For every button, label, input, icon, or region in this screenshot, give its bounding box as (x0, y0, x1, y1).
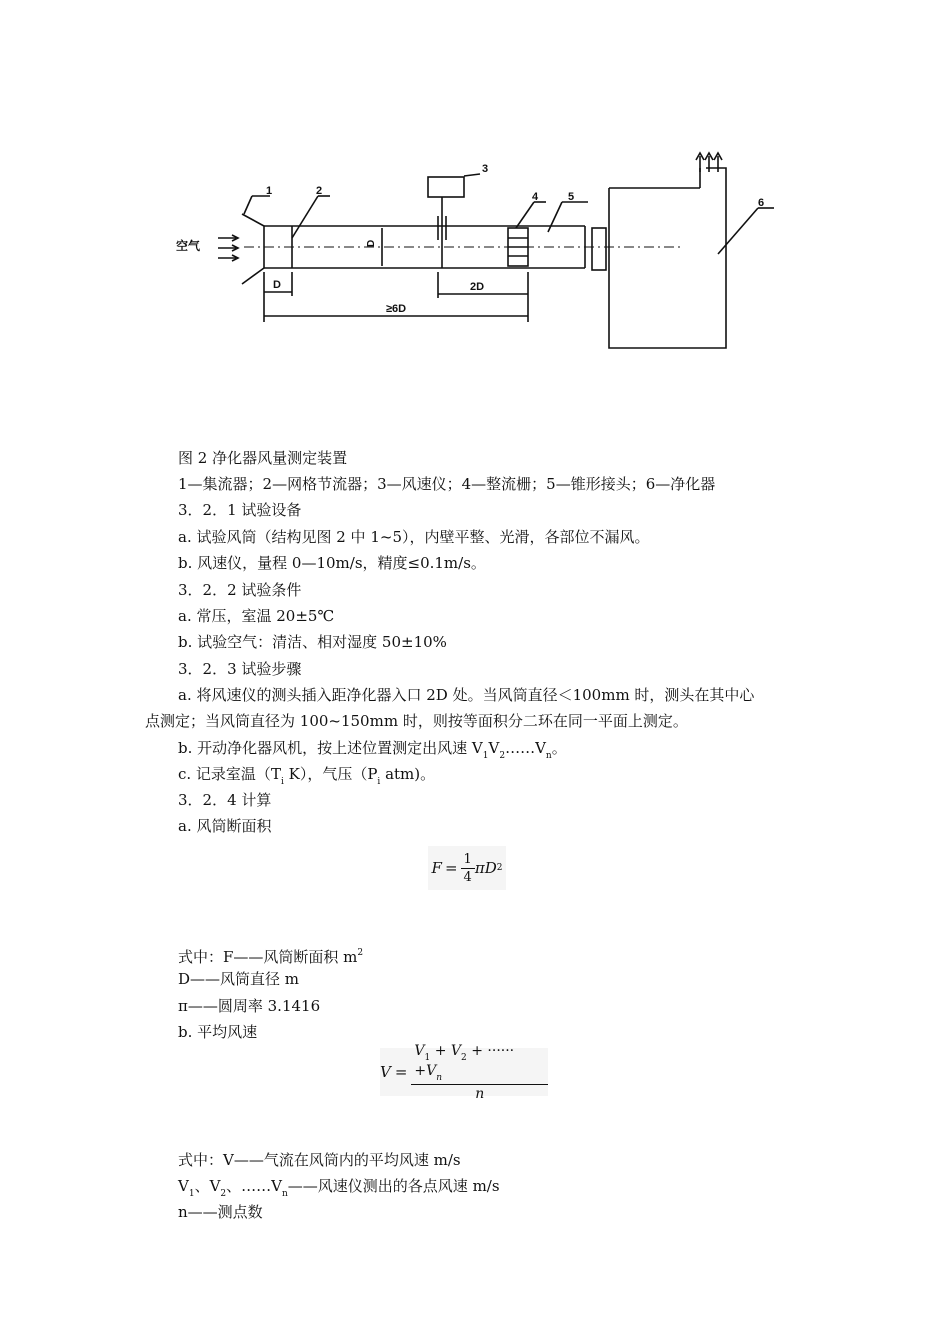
subscript: i (280, 777, 284, 787)
definition-vi-text: ——风速仪测出的各点风速 m/s (287, 1177, 500, 1195)
anemometer-box (428, 177, 464, 197)
separator: 、V (194, 1177, 221, 1195)
formula-diameter: D (484, 859, 497, 877)
subscript: 1 (188, 1189, 195, 1199)
label-air: 空气 (176, 239, 201, 253)
item-3-2-2-a: a. 常压，室温 20±5℃ (178, 607, 335, 625)
label-d-length: D (273, 279, 281, 291)
formula-average-velocity (380, 1042, 548, 1102)
separator: 、……V (226, 1177, 282, 1195)
fraction-numerator (411, 1043, 548, 1085)
label-1: 1 (266, 185, 273, 197)
formula-equals: = (394, 1063, 408, 1081)
velocity-symbol: V (426, 1062, 437, 1079)
velocity-symbol: V (450, 1042, 462, 1059)
subscript: 2 (499, 751, 506, 761)
fraction-denominator: 4 (463, 869, 472, 885)
label-6: 6 (758, 197, 765, 209)
item-3-2-3-c-prefix: c. 记录室温（T (178, 765, 281, 783)
label-2d: 2D (470, 281, 485, 293)
subscript: 2 (220, 1189, 227, 1199)
subscript: n (436, 1072, 443, 1083)
formula-area (428, 846, 506, 890)
section-heading-3-2-2: 3．2．2 试验条件 (178, 581, 302, 599)
fraction-denominator: n (475, 1085, 485, 1102)
velocity-symbol: V (414, 1042, 425, 1059)
figure-legend: 1—集流器；2—网格节流器；3—风速仪；4—整流栅；5—锥形接头；6—净化器 (178, 475, 716, 493)
formula-pi: π (474, 859, 485, 877)
formula-lhs: F (431, 859, 442, 877)
item-3-2-3-b-suffix: 。 (551, 739, 567, 757)
figure-caption: 图 2 净化器风量测定装置 (178, 449, 348, 467)
subscript: n (282, 1189, 288, 1199)
item-3-2-2-b: b. 试验空气：清洁、相对湿度 50±10% (178, 633, 447, 651)
item-3-2-1-b: b. 风速仪，量程 0—10m/s，精度≤0.1m/s。 (178, 554, 486, 572)
definition-v: 式中：V——气流在风筒内的平均风速 m/s (178, 1151, 461, 1169)
subscript: 2 (461, 1052, 467, 1063)
label-3: 3 (482, 163, 489, 175)
collector-shape (242, 214, 264, 284)
subscript: n (545, 751, 552, 761)
subscript: i (377, 777, 381, 787)
superscript: 2 (357, 948, 364, 958)
formula-exponent: 2 (496, 863, 503, 873)
section-heading-3-2-4: 3．2．4 计算 (178, 791, 272, 809)
velocity-symbol: V (488, 739, 500, 757)
item-3-2-3-c-suffix: atm)。 (380, 765, 436, 783)
plus-ellipsis: + ······ + (414, 1042, 515, 1079)
label-2: 2 (316, 185, 323, 197)
fraction-numerator: 1 (461, 852, 475, 869)
definition-n: n——测点数 (178, 1203, 263, 1221)
item-3-2-1-a: a. 试验风筒（结构见图 2 中 1~5），内壁平整、光滑，各部位不漏风。 (178, 528, 650, 546)
section-heading-3-2-3: 3．2．3 试验步骤 (178, 660, 302, 678)
plus-sign: + (430, 1042, 451, 1059)
section-heading-3-2-1: 3．2．1 试验设备 (178, 501, 302, 519)
label-5: 5 (568, 191, 575, 203)
formula-fraction (461, 852, 475, 885)
label-4: 4 (532, 191, 539, 203)
subscript: 1 (424, 1052, 431, 1063)
item-3-2-3-c-mid: K），气压（P (283, 765, 378, 783)
formula-equals: = (444, 859, 458, 877)
item-3-2-3-a-line1: a. 将风速仪的测头插入距净化器入口 2D 处。当风筒直径＜100mm 时，测头在其中心 (178, 686, 755, 704)
definition-d: D——风筒直径 m (178, 970, 300, 988)
velocity-symbol: V (178, 1177, 189, 1195)
label-6d: ≥6D (386, 303, 407, 315)
apparatus-diagram (160, 150, 800, 365)
item-3-2-4-a: a. 风筒断面积 (178, 817, 272, 835)
formula-lhs: V (380, 1063, 391, 1081)
item-3-2-3-b-prefix: b. 开动净化器风机，按上述位置测定出风速 V (178, 739, 483, 757)
subscript: 1 (482, 751, 489, 761)
item-3-2-4-b: b. 平均风速 (178, 1023, 258, 1041)
item-3-2-3-b-mid: ……V (505, 739, 546, 757)
formula-fraction (411, 1043, 548, 1102)
label-duct-diameter: D (366, 239, 377, 247)
definition-f-text: 式中：F——风筒断面积 m (178, 948, 358, 966)
definition-pi: π——圆周率 3.1416 (178, 997, 321, 1015)
item-3-2-3-a-line2: 点测定；当风筒直径为 100~150mm 时，则按等面积分二环在同一平面上测定。 (145, 712, 688, 730)
